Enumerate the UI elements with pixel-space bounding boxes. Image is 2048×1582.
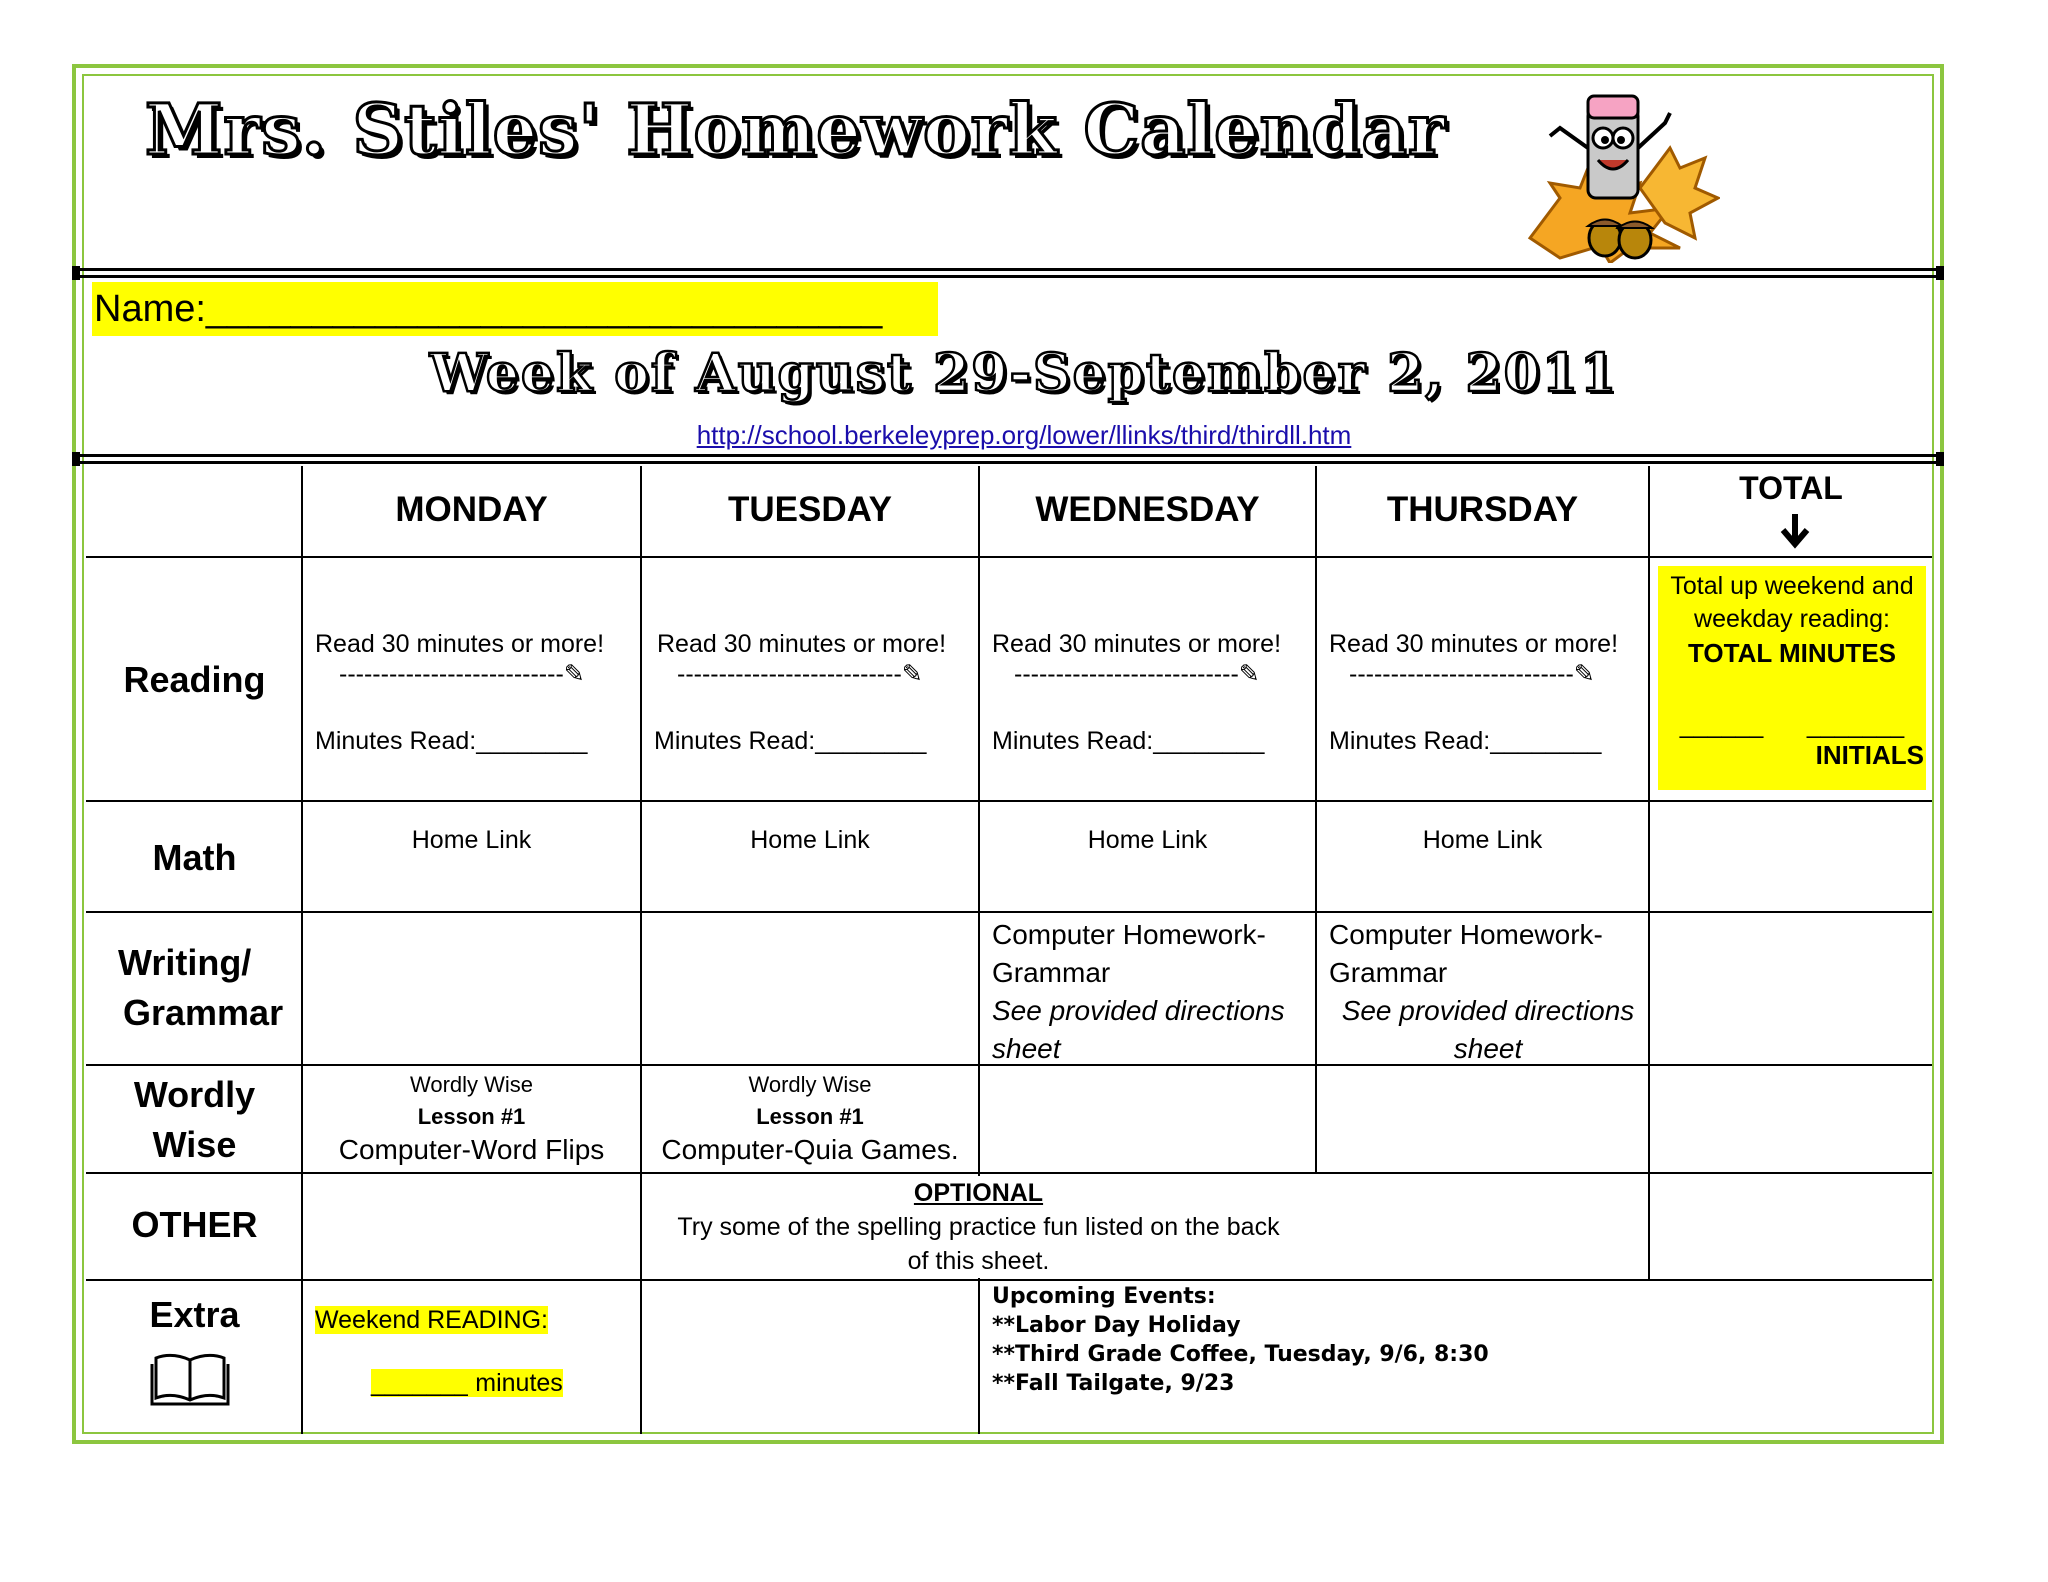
- wordly-lesson: Lesson #1: [417, 1104, 526, 1129]
- pencil-icon: ✎: [901, 660, 923, 688]
- weekend-reading-label: Weekend READING:: [315, 1306, 548, 1334]
- col-header-total: TOTAL: [1739, 470, 1843, 506]
- reading-task: Read 30 minutes or more!: [1329, 630, 1619, 658]
- grid-top-divider: [72, 454, 1944, 464]
- row-label-wordly: [88, 1070, 301, 1170]
- grid-line: [1315, 466, 1317, 1174]
- wordly-tuesday: [642, 1072, 978, 1166]
- down-arrow-icon: [1775, 510, 1815, 550]
- pencil-icon: ✎: [563, 660, 585, 688]
- pencil-mascot-icon: [1520, 88, 1720, 263]
- grid-line: [978, 466, 980, 1434]
- writing-line4: sheet: [992, 1033, 1061, 1064]
- reading-dashes-row: [1329, 659, 1647, 689]
- total-line2: weekday reading:: [1694, 605, 1890, 633]
- optional-label: OPTIONAL: [913, 1179, 1044, 1207]
- reading-task: Read 30 minutes or more!: [657, 630, 947, 658]
- grid-line: [86, 556, 1932, 558]
- pencil-icon: ✎: [1238, 660, 1260, 688]
- math-tuesday: Home Link: [750, 826, 870, 854]
- grid-line: [86, 911, 1932, 913]
- grid-line: [640, 466, 642, 1434]
- page-title: Mrs. Stiles' Homework Calendar: [145, 88, 1446, 171]
- other-optional: [642, 1176, 1315, 1278]
- reading-task: Read 30 minutes or more!: [315, 630, 605, 658]
- row-label-reading: Reading: [123, 659, 266, 700]
- weekend-minutes-row: [315, 1369, 635, 1398]
- wordly-activity: Computer-Quia Games.: [661, 1134, 959, 1165]
- col-header-monday: MONDAY: [395, 490, 548, 529]
- resource-link[interactable]: http://school.berkeleyprep.org/lower/llinks/third/thirdll.htm: [696, 420, 1352, 450]
- weekend-minutes-label: minutes: [468, 1369, 563, 1397]
- minutes-read-field[interactable]: Minutes Read:________: [654, 727, 927, 755]
- grid-line: [301, 466, 303, 1434]
- grid-line: [86, 800, 1932, 802]
- weekend-minutes-blank[interactable]: _______: [371, 1369, 469, 1397]
- name-field[interactable]: Name:________________________________: [92, 282, 938, 336]
- math-wednesday: Home Link: [1087, 826, 1208, 854]
- reading-tuesday: [654, 630, 977, 756]
- total-line3: TOTAL MINUTES: [1688, 638, 1896, 668]
- reading-dashes: ---------------------------: [339, 660, 564, 688]
- writing-line3: See provided directions: [992, 995, 1285, 1026]
- total-line1: Total up weekend and: [1670, 572, 1914, 600]
- writing-thursday: [1329, 916, 1647, 1068]
- wordly-title: Wordly Wise: [409, 1072, 534, 1097]
- row-label-math: Math: [152, 837, 237, 878]
- wordly-activity: Computer-Word Flips: [338, 1134, 605, 1165]
- reading-thursday: [1329, 630, 1647, 756]
- reading-dashes-row: [992, 659, 1312, 689]
- grid-line: [86, 1279, 1932, 1281]
- writing-line2: Grammar: [1329, 957, 1448, 988]
- total-initials-blank[interactable]: _______: [1806, 711, 1905, 739]
- writing-line1: Computer Homework-: [1329, 919, 1603, 950]
- optional-line2: of this sheet.: [907, 1247, 1050, 1275]
- events-title: Upcoming Events:: [992, 1284, 1216, 1309]
- grid-line: [86, 1172, 1932, 1174]
- row-label-extra: Extra: [149, 1294, 240, 1335]
- event-item: **Third Grade Coffee, Tuesday, 9/6, 8:30: [992, 1342, 1489, 1367]
- math-thursday: Home Link: [1422, 826, 1543, 854]
- wordly-lesson: Lesson #1: [756, 1104, 864, 1129]
- col-header-wednesday: WEDNESDAY: [1035, 490, 1260, 529]
- col-header-thursday: THURSDAY: [1386, 490, 1579, 529]
- row-label-writing: [88, 938, 301, 1038]
- math-monday: Home Link: [411, 826, 532, 854]
- minutes-read-field[interactable]: Minutes Read:________: [992, 727, 1265, 755]
- reading-wednesday: [992, 630, 1312, 756]
- open-book-icon: [150, 1350, 230, 1408]
- reading-dashes: ---------------------------: [1349, 660, 1574, 688]
- writing-line4: sheet: [1453, 1033, 1523, 1064]
- event-item: **Labor Day Holiday: [992, 1313, 1241, 1338]
- writing-line1: Computer Homework-: [992, 919, 1266, 950]
- total-blanks[interactable]: [1658, 711, 1926, 740]
- row-label-wordly-line2: Wise: [152, 1124, 237, 1165]
- row-label-other: OTHER: [131, 1204, 258, 1245]
- total-initials-label: INITIALS: [1815, 740, 1924, 770]
- row-label-wordly-line1: Wordly: [133, 1074, 256, 1115]
- reading-dashes: ---------------------------: [677, 660, 902, 688]
- reading-dashes-row: [315, 659, 635, 689]
- reading-monday: [315, 630, 635, 756]
- minutes-read-field[interactable]: Minutes Read:________: [1329, 727, 1602, 755]
- upcoming-events: [992, 1282, 1692, 1398]
- row-label-writing-line1: Writing/: [118, 942, 252, 983]
- wordly-monday: [303, 1072, 640, 1166]
- minutes-read-field[interactable]: Minutes Read:________: [315, 727, 588, 755]
- writing-line3: See provided directions: [1341, 995, 1635, 1026]
- extra-monday: [315, 1306, 635, 1398]
- week-heading: Week of August 29-September 2, 2011: [429, 343, 1619, 404]
- event-item: **Fall Tailgate, 9/23: [992, 1371, 1235, 1396]
- total-minutes-box: [1658, 566, 1926, 790]
- reading-task: Read 30 minutes or more!: [992, 630, 1282, 658]
- grid-line: [1648, 466, 1650, 1281]
- writing-wednesday: [992, 916, 1312, 1068]
- col-header-tuesday: TUESDAY: [727, 490, 893, 529]
- header-divider: [72, 268, 1944, 278]
- reading-dashes: ---------------------------: [1014, 660, 1239, 688]
- pencil-icon: ✎: [1573, 660, 1595, 688]
- wordly-title: Wordly Wise: [748, 1072, 872, 1097]
- reading-dashes-row: [657, 659, 977, 689]
- total-minutes-blank[interactable]: ______: [1679, 711, 1764, 739]
- writing-line2: Grammar: [992, 957, 1111, 988]
- row-label-writing-line2: Grammar: [123, 992, 284, 1033]
- optional-line1: Try some of the spelling practice fun listed on the back: [677, 1213, 1280, 1241]
